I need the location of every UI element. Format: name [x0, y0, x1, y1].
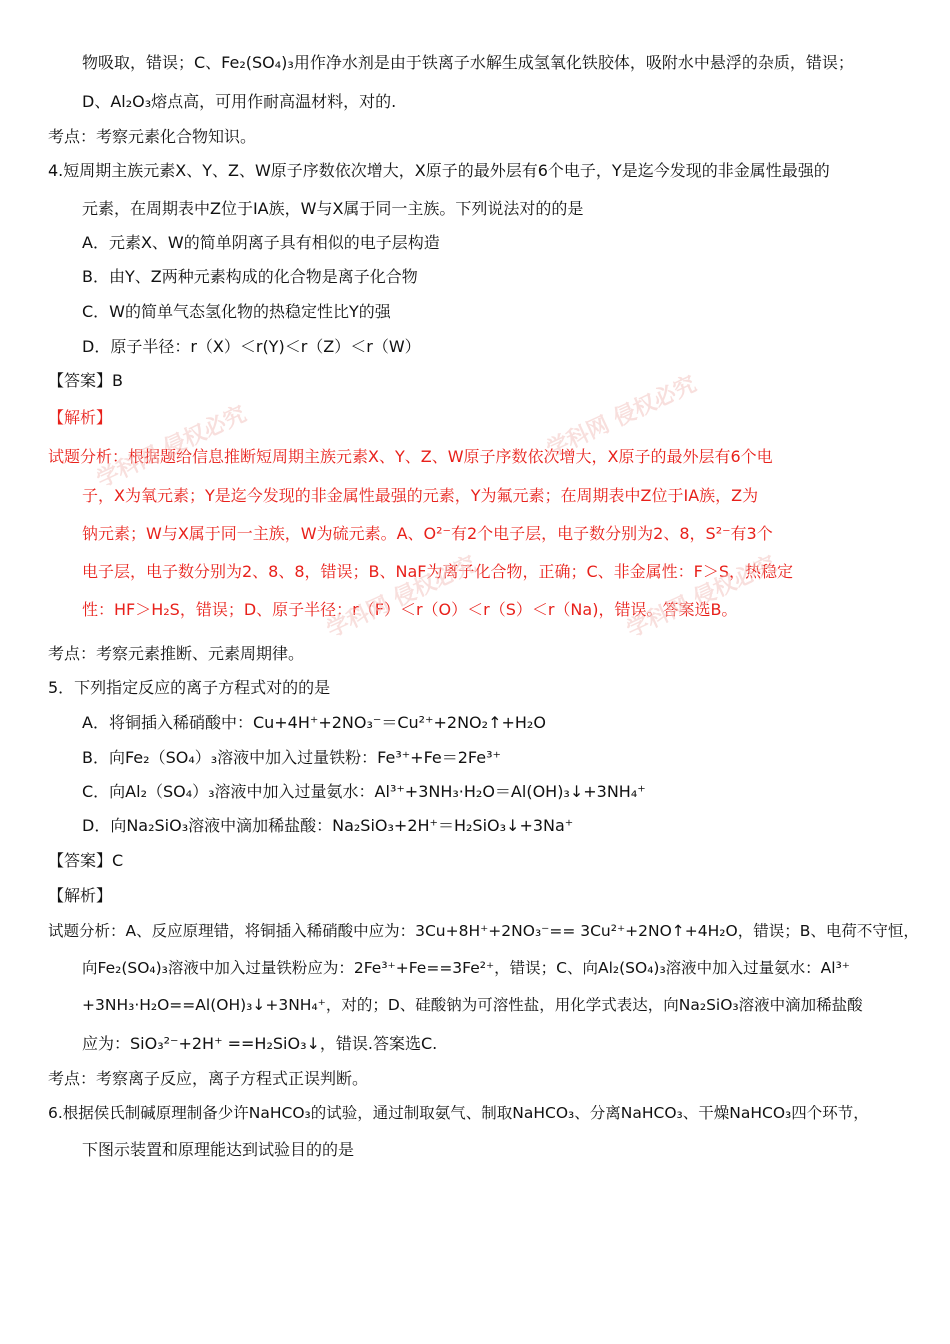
option-a: A．元素X、W的简单阴离子具有相似的电子层构造: [82, 233, 440, 252]
watermark-logo: 学科网 侵权必究: [623, 551, 781, 643]
watermark-logo: 学科网 侵权必究: [93, 401, 251, 493]
text-line: 考点：考察元素推断、元素周期律。: [48, 644, 305, 663]
answer-label: 【答案】B: [48, 371, 123, 390]
analysis-text: +3NH₃·H₂O==Al(OH)₃↓+3NH₄⁺，对的；D、硅酸钠为可溶性盐，用化学式表达，向Na₂SiO₃溶液中滴加稀盐酸: [82, 996, 863, 1014]
analysis-label: 【解析】: [48, 408, 113, 427]
option-c: C．向Al₂（SO₄）₃溶液中加入过量氨水：Al³⁺+3NH₃·H₂O＝Al(OH)₃↓+3NH₄⁺: [82, 782, 646, 801]
text-line: 物吸取，错误；C、Fe₂(SO₄)₃用作净水剂是由于铁离子水解生成氢氧化铁胶体，吸附水中悬浮的杂质，错误；: [82, 53, 854, 72]
analysis-text: 试题分析：根据题给信息推断短周期主族元素X、Y、Z、W原子序数依次增大，X原子的最外层有6个电: [48, 447, 773, 466]
watermark-logo: 学科网 侵权必究: [323, 551, 481, 643]
analysis-text: 试题分析：A、反应原理错，将铜插入稀硝酸中应为：3Cu+8H⁺+2NO₃⁻== 3Cu²⁺+2NO↑+4H₂O，错误；B、电荷不守恒，: [48, 922, 919, 940]
option-b: B．向Fe₂（SO₄）₃溶液中加入过量铁粉：Fe³⁺+Fe＝2Fe³⁺: [82, 748, 501, 767]
option-b: B．由Y、Z两种元素构成的化合物是离子化合物: [82, 267, 418, 286]
analysis-text: 应为：SiO₃²⁻+2H⁺ ==H₂SiO₃↓，错误.答案选C.: [82, 1034, 438, 1053]
question-6-stem: 6.根据侯氏制碱原理制备少许NaHCO₃的试验，通过制取氨气、制取NaHCO₃、分离NaHCO₃、干燥NaHCO₃四个环节，: [48, 1104, 869, 1122]
watermark-logo: 学科网 侵权必究: [543, 371, 701, 463]
analysis-text: 向Fe₂(SO₄)₃溶液中加入过量铁粉应为：2Fe³⁺+Fe==3Fe²⁺，错误；C、向Al₂(SO₄)₃溶液中加入过量氨水：Al³⁺: [82, 959, 850, 977]
option-d: D．向Na₂SiO₃溶液中滴加稀盐酸：Na₂SiO₃+2H⁺＝H₂SiO₃↓+3Na⁺: [82, 816, 574, 835]
answer-label: 【答案】C: [48, 851, 124, 870]
analysis-text: 子，X为氧元素；Y是迄今发现的非金属性最强的元素，Y为氟元素；在周期表中Z位于IA族，Z为: [82, 486, 759, 505]
analysis-label: 【解析】: [48, 886, 113, 905]
text-line: D、Al₂O₃熔点高，可用作耐高温材料，对的.: [82, 92, 397, 111]
option-c: C．W的简单气态氢化物的热稳定性比Y的强: [82, 302, 391, 321]
question-5-stem: 5．下列指定反应的离子方程式对的的是: [48, 678, 331, 697]
question-6-stem-cont: 下图示装置和原理能达到试验目的的是: [82, 1140, 355, 1159]
analysis-text: 性：HF＞H₂S，错误；D、原子半径：r（F）＜r（O）＜r（S）＜r（Na)，错误。答案选B。: [82, 600, 738, 619]
option-a: A．将铜插入稀硝酸中：Cu+4H⁺+2NO₃⁻＝Cu²⁺+2NO₂↑+H₂O: [82, 713, 546, 732]
analysis-text: 电子层，电子数分别为2、8、8，错误；B、NaF为离子化合物，正确；C、非金属性：F＞S，热稳定: [82, 562, 794, 581]
text-line: 考点：考察元素化合物知识。: [48, 127, 257, 146]
text-line: 考点：考察离子反应，离子方程式正误判断。: [48, 1069, 369, 1088]
option-d: D．原子半径：r（X）＜r(Y)＜r（Z）＜r（W）: [82, 337, 421, 356]
question-4-stem: 4.短周期主族元素X、Y、Z、W原子序数依次增大，X原子的最外层有6个电子，Y是迄今发现的非金属性最强的: [48, 161, 830, 180]
analysis-text: 钠元素；W与X属于同一主族，W为硫元素。A、O²⁻有2个电子层，电子数分别为2、8，S²⁻有3个: [82, 524, 773, 543]
question-4-stem-cont: 元素，在周期表中Z位于IA族，W与X属于同一主族。下列说法对的的是: [82, 199, 584, 218]
